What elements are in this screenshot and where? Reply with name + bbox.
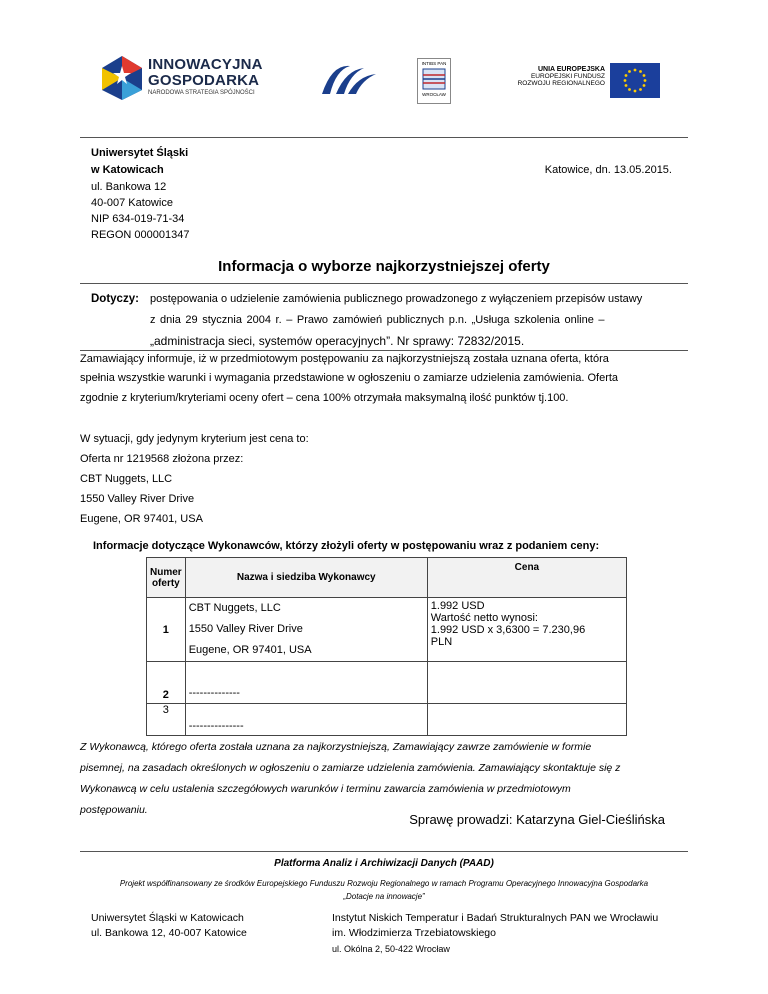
intibs-top-label: INTIBS PAN <box>421 61 447 66</box>
footer-platform: Platforma Analiz i Archiwizacji Danych (PAAD) <box>274 858 494 869</box>
row1-price-line3: 1.992 USD x 3,6300 = 7.230,96 <box>430 624 586 636</box>
table-heading: Informacje dotyczące Wykonawców, którzy złożyli oferty w postępowaniu wraz z podaniem ceny: <box>93 540 600 552</box>
closing-line4: postępowaniu. <box>80 804 148 816</box>
page-title: Informacja o wyborze najkorzystniejszej oferty <box>218 258 550 275</box>
eu-line1: UNIA EUROPEJSKA <box>537 66 605 73</box>
footer-left-line1: Uniwersytet Śląski w Katowicach <box>91 912 244 924</box>
header-number: Numer oferty <box>147 558 186 598</box>
table-row <box>147 598 627 662</box>
intibs-logo <box>417 58 451 104</box>
sender-street: ul. Bankowa 12 <box>91 181 167 193</box>
sender-nip: NIP 634-019-71-34 <box>91 213 185 225</box>
subject-divider <box>80 350 688 351</box>
subject-line3: „administracja sieci, systemów operacyjnych”. Nr sprawy: 72832/2015. <box>150 334 525 348</box>
footer-left-line2: ul. Bankowa 12, 40-007 Katowice <box>91 927 247 939</box>
title-divider <box>80 283 688 284</box>
intibs-emblem-icon <box>419 67 449 91</box>
subject-label: Dotyczy: <box>91 293 139 305</box>
info-line2: spełnia wszystkie warunki i wymagania przedstawione w ogłoszeniu o zamiarze udzielenia zamówienia. Oferta <box>80 372 619 384</box>
ig-emblem-icon <box>100 54 144 102</box>
ig-line1: INNOWACYJNA <box>148 56 263 73</box>
ig-line2: GOSPODARKA <box>148 72 260 89</box>
row1-price-line1: 1.992 USD <box>430 600 485 612</box>
sender-city: 40-007 Katowice <box>91 197 173 209</box>
sender-name-line1: Uniwersytet Śląski <box>91 147 189 159</box>
header-divider <box>80 137 688 138</box>
table-row <box>147 662 627 704</box>
header-price: Cena <box>427 558 626 598</box>
row3-number: 3 <box>147 704 186 736</box>
subject-line2: z dnia 29 stycznia 2004 r. – Prawo zamówień publicznych p.n. „Usługa szkolenia online – <box>150 314 605 326</box>
winner-line1: W sytuacji, gdy jedynym kryterium jest cena to: <box>80 433 309 445</box>
footer-divider <box>80 851 688 852</box>
university-swoosh-logo-icon <box>318 60 380 100</box>
footer-cofinance1: Projekt współfinansowany ze środków Europejskiego Funduszu Rozwoju Regionalnego w ramach Programu Operacyjnego Innowacyjna Gospodarka <box>119 879 649 888</box>
row2-name: -------------- <box>185 662 427 704</box>
info-line1: Zamawiający informuje, iż w przedmiotowym postępowaniu za najkorzystniejszą została uznana oferta, która <box>80 353 609 365</box>
eu-flag-icon <box>610 63 660 98</box>
row1-price-line2: Wartość netto wynosi: <box>430 612 538 624</box>
sender-name-line2: w Katowicach <box>91 164 164 176</box>
eu-erdf-text <box>505 66 605 87</box>
innowacyjna-gospodarka-logo <box>100 52 275 104</box>
closing-line1: Z Wykonawcą, którego oferta została uznana za najkorzystniejszą, Zamawiający zawrze zamówienie w formie <box>80 741 592 753</box>
row1-price-line4: PLN <box>430 636 453 648</box>
intibs-bottom-label: WROCŁAW <box>422 92 446 97</box>
row1-name-line3: Eugene, OR 97401, USA <box>188 644 312 656</box>
footer-right-line1: Instytut Niskich Temperatur i Badań Strukturalnych PAN we Wrocławiu <box>332 912 659 924</box>
winner-line4: 1550 Valley River Drive <box>80 493 195 505</box>
eu-line3: ROZWOJU REGIONALNEGO <box>517 80 605 87</box>
winner-line2: Oferta nr 1219568 złożona przez: <box>80 453 244 465</box>
signature-line: Sprawę prowadzi: Katarzyna Giel-Cieślińska <box>409 812 665 827</box>
offers-table <box>146 557 627 736</box>
info-line3: zgodnie z kryterium/kryteriami oceny ofert – cena 100% otrzymała maksymalną ilość punktów tj.100. <box>80 392 569 404</box>
closing-line3: Wykonawcą w celu ustalenia szczegółowych warunków i terminu zawarcia zamówienia w przedmiotowym <box>80 783 571 795</box>
table-row <box>147 704 627 736</box>
footer-right-line2: im. Włodzimierza Trzebiatowskiego <box>332 927 496 939</box>
row3-price <box>427 704 626 736</box>
winner-line3: CBT Nuggets, LLC <box>80 473 173 485</box>
row1-name-line2: 1550 Valley River Drive <box>188 623 303 635</box>
footer-right-line3: ul. Okólna 2, 50-422 Wrocław <box>332 944 450 954</box>
row1-name <box>185 598 427 662</box>
row2-number: 2 <box>147 662 186 704</box>
eu-line2: EUROPEJSKI FUNDUSZ <box>530 73 605 80</box>
date-line: Katowice, dn. 13.05.2015. <box>544 164 672 176</box>
ig-line3: NARODOWA STRATEGIA SPÓJNOŚCI <box>148 90 255 96</box>
table-header-row <box>147 558 627 598</box>
footer-cofinance2: „Dotacje na innowacje” <box>343 892 425 901</box>
row2-price <box>427 662 626 704</box>
row1-name-line1: CBT Nuggets, LLC <box>188 602 281 614</box>
closing-line2: pisemnej, na zasadach określonych w ogłoszeniu o zamiarze udzielenia zamówienia. Zamawiający skontaktuje się z <box>80 762 621 774</box>
row3-name: --------------- <box>185 704 427 736</box>
row1-price <box>427 598 626 662</box>
sender-regon: REGON 000001347 <box>91 229 190 241</box>
winner-line5: Eugene, OR 97401, USA <box>80 513 203 525</box>
row1-number: 1 <box>147 598 186 662</box>
header-name: Nazwa i siedziba Wykonawcy <box>185 558 427 598</box>
subject-line1: postępowania o udzielenie zamówienia publicznego prowadzonego z wyłączeniem przepisów ustawy <box>150 293 643 305</box>
